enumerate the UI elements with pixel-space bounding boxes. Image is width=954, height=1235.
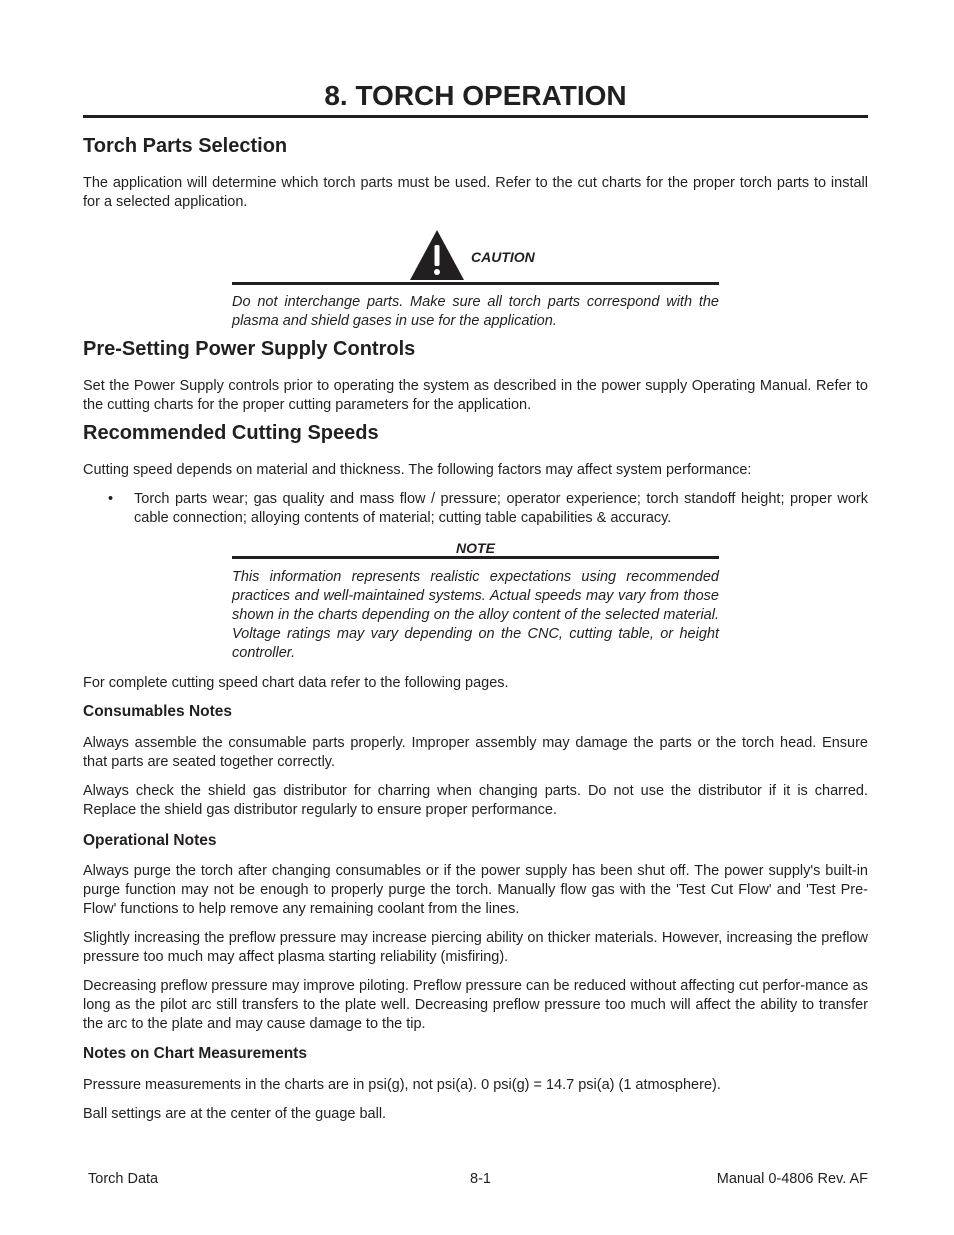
title-divider — [83, 115, 868, 118]
heading-recommended-cutting-speeds: Recommended Cutting Speeds — [83, 422, 379, 444]
presetting-paragraph: Set the Power Supply controls prior to operating the system as described in the power supply Operating Manual. Refer to the cutting charts for the proper cutting parameters for the application. — [83, 378, 868, 413]
caution-label: CAUTION — [471, 249, 535, 265]
footer-page-number: 8-1 — [470, 1171, 491, 1187]
measurements-paragraph-1: Pressure measurements in the charts are in psi(g), not psi(a). 0 psi(g) = 14.7 psi(a) (1 atmosphere). — [83, 1077, 721, 1093]
bullet-icon: • — [108, 491, 114, 507]
caution-divider — [232, 282, 719, 285]
note-text: This information represents realistic expectations using recommended practices and well-maintained systems. Actual speeds may vary from those shown in the charts depending on the alloy content of the selected material. Voltage ratings may vary depending on the CNC, cutting table, or height controller. — [232, 569, 719, 661]
measurements-paragraph-2: Ball settings are at the center of the guage ball. — [83, 1106, 387, 1122]
heading-torch-parts-selection: Torch Parts Selection — [83, 135, 288, 157]
list-item — [83, 490, 868, 528]
note-label: NOTE — [456, 540, 495, 556]
operational-paragraph-3: Decreasing preflow pressure may improve piloting. Preflow pressure can be reduced without affecting cut perfor-mance as long as the pilot arc still transfers to the plate well. Decreasing preflow pressure too much will affect the ability to transfer the arc to the plate and may cause damage to the tip. — [83, 978, 868, 1032]
warning-triangle-icon — [409, 229, 465, 281]
caution-text: Do not interchange parts. Make sure all torch parts correspond with the plasma and shield gases in use for the application. — [232, 294, 719, 329]
heading-consumables-notes: Consumables Notes — [83, 703, 233, 720]
bullet-text: Torch parts wear; gas quality and mass flow / pressure; operator experience; torch standoff height; proper work cable connection; alloying contents of material; cutting table capabilities & accuracy. — [134, 491, 868, 526]
operational-paragraph-2: Slightly increasing the preflow pressure may increase piercing ability on thicker materials. However, increasing the preflow pressure too much may affect plasma starting reliability (misfiring). — [83, 930, 868, 965]
parts-selection-paragraph: The application will determine which torch parts must be used. Refer to the cut charts for the proper torch parts to install for a selected application. — [83, 175, 868, 210]
operational-paragraph-1: Always purge the torch after changing consumables or if the power supply has been shut off. The power supply's built-in purge function may not be enough to properly purge the torch. Manually flow gas with the 'Test Cut Flow' and 'Test Pre-Flow' functions to help remove any remaining coolant from the lines. — [83, 863, 868, 917]
consumables-paragraph-2: Always check the shield gas distributor for charring when changing parts. Do not use the distributor if it is charred. Replace the shield gas distributor regularly to ensure proper performance. — [83, 783, 868, 818]
consumables-paragraph-1: Always assemble the consumable parts properly. Improper assembly may damage the parts or the torch head. Ensure that parts are seated together correctly. — [83, 735, 868, 770]
footer-section-name: Torch Data — [88, 1171, 159, 1187]
heading-chart-measurements: Notes on Chart Measurements — [83, 1045, 307, 1062]
speeds-intro-paragraph: Cutting speed depends on material and thickness. The following factors may affect system performance: — [83, 462, 752, 478]
heading-pre-setting-power-supply: Pre-Setting Power Supply Controls — [83, 338, 416, 360]
heading-operational-notes: Operational Notes — [83, 832, 217, 849]
chart-data-reference: For complete cutting speed chart data refer to the following pages. — [83, 675, 509, 691]
note-divider — [232, 556, 719, 559]
footer-manual-number: Manual 0-4806 Rev. AF — [716, 1171, 868, 1187]
chapter-title: 8. TORCH OPERATION — [324, 80, 627, 111]
